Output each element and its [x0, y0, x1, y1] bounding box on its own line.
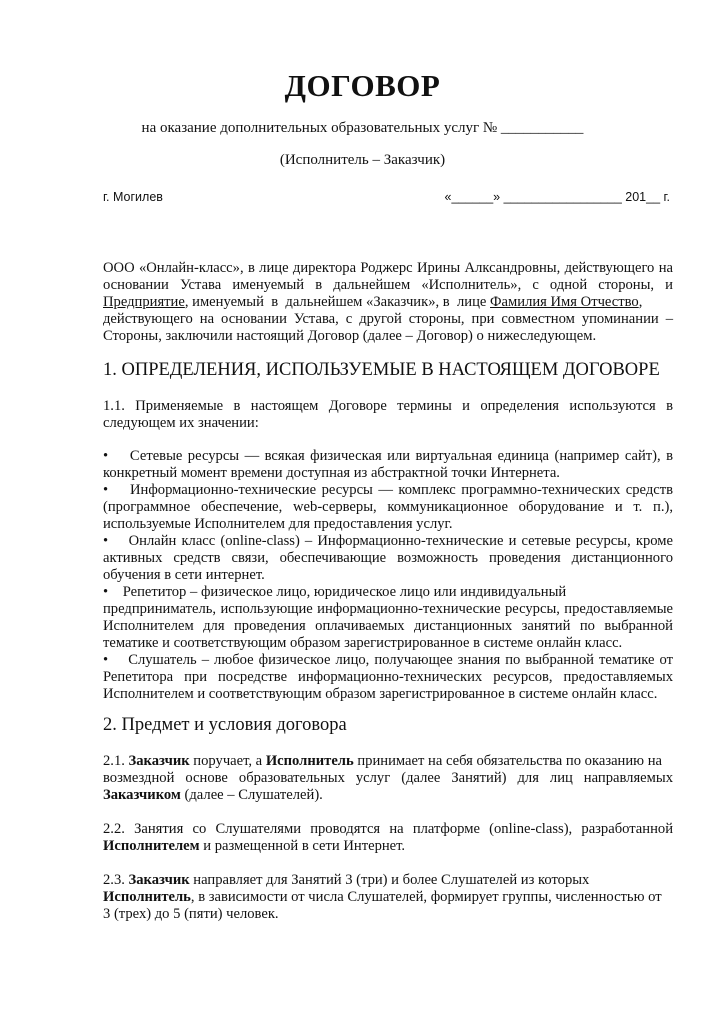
date-placeholder: «______» _________________ 201__ г. [444, 190, 670, 204]
clause-text: , в зависимости от числа Слушателей, формирует группы, численностью от [190, 889, 662, 905]
document-subtitle: на оказание дополнительных образовательных услуг № ___________ [141, 120, 584, 136]
clause-line: 2.2. Занятия со Слушателями проводятся на платформе (online-class), разработанной [103, 821, 673, 837]
clause-2-2 [103, 821, 673, 855]
clause-number: 2.1. [103, 753, 129, 769]
clause-line [103, 872, 673, 889]
parties-line: (Исполнитель – Заказчик) [279, 152, 446, 168]
definition-line: • Онлайн класс (online-class) – Информационно-технические и сетевые ресурсы, кроме [103, 533, 673, 549]
city-label: г. Могилев [103, 190, 163, 204]
clause-line: следующем их значении: [103, 415, 259, 431]
intro-line [103, 294, 673, 311]
definition-line: Репетитора при посредстве информационно-технических ресурсов, предоставляемых [103, 669, 673, 685]
contractor-term: Исполнитель [265, 753, 354, 769]
customer-term: Заказчик [128, 753, 190, 769]
contractor-term: Исполнителем [103, 838, 200, 854]
definition-line: обучения в сети интернет. [103, 567, 265, 583]
definition-line: • Репетитор – физическое лицо, юридическое лицо или индивидуальный [103, 584, 567, 600]
clause-line: возмездной основе образовательных услуг (далее Занятий) для лиц направляемых [103, 770, 673, 786]
clause-2-3 [103, 872, 673, 923]
definition-line: • Сетевые ресурсы — всякая физическая или виртуальная единица (например сайт), в [103, 448, 673, 464]
definition-line: Исполнителем для проведения оплачиваемых дистанционных занятий по выбранной [103, 618, 673, 634]
clause-text: направляет для Занятий 3 (три) и более Слушателей из которых [189, 872, 590, 888]
clause-text: принимает на себя обязательства по оказанию на [353, 753, 663, 769]
intro-line: ООО «Онлайн-класс», в лице директора Роджерс Ирины Алксандровны, действующего на [103, 260, 673, 276]
customer-representative-placeholder: Фамилия Имя Отчество [490, 294, 639, 310]
clause-line: 1.1. Применяемые в настоящем Договоре термины и определения используются в [103, 398, 673, 414]
clause-text: и размещенной в сети Интернет. [199, 838, 406, 854]
section-2-heading: 2. Предмет и условия договора [103, 715, 347, 735]
definition-line: конкретный момент времени доступная из абстрактной точки Интернета. [103, 465, 560, 481]
definition-line: активных средств связи, обеспечивающие возможность проведения дистанционного [103, 550, 673, 566]
document-title: ДОГОВОР [284, 68, 441, 103]
definition-line: • Информационно-технические ресурсы — комплекс программно-технических средств [103, 482, 673, 498]
contractor-term: Исполнитель [103, 889, 191, 905]
clause-2-1 [103, 753, 673, 804]
clause-text: (далее – Слушателей). [180, 787, 323, 803]
definition-line: предприниматель, использующие информационно-технические ресурсы, предоставляемые [103, 601, 673, 617]
customer-term: Заказчиком [103, 787, 181, 803]
clause-text: поручает, а [189, 753, 266, 769]
intro-line: Стороны, заключили настоящий Договор (далее – Договор) о нижеследующем. [103, 328, 597, 344]
clause-line [103, 889, 673, 906]
intro-line: действующего на основании Устава, с другой стороны, при совместном упоминании – [103, 311, 673, 327]
intro-text: , [638, 294, 643, 310]
definition-line: тематике и соответствующим образом зарегистрированное в системе онлайн класс. [103, 635, 623, 651]
definitions-list [103, 448, 673, 703]
definition-line: используемые Исполнителем для предоставления услуг. [103, 516, 453, 532]
clause-line [103, 838, 673, 855]
definition-line: (программное обеспечение, web-серверы, коммуникационное оборудование и т. п.), [103, 499, 673, 515]
intro-line: основании Устава именуемый в дальнейшем «Исполнитель», с одной стороны, и [103, 277, 673, 293]
clause-line [103, 753, 673, 770]
customer-company-placeholder: Предприятие [103, 294, 185, 310]
definition-line: • Слушатель – любое физическое лицо, получающее знания по выбранной тематике от [103, 652, 673, 668]
intro-text: , именуемый в дальнейшем «Заказчик», в лице [184, 294, 491, 310]
definition-line: Исполнителем и соответствующим образом зарегистрированное в системе онлайн класс. [103, 686, 658, 702]
clause-1-1 [103, 398, 673, 432]
section-1-heading: 1. ОПРЕДЕЛЕНИЯ, ИСПОЛЬЗУЕМЫЕ В НАСТОЯЩЕМ ДОГОВОРЕ [103, 360, 660, 380]
customer-term: Заказчик [128, 872, 190, 888]
clause-line: 3 (трех) до 5 (пяти) человек. [103, 906, 279, 922]
intro-paragraph [103, 260, 673, 345]
clause-number: 2.3. [103, 872, 129, 888]
clause-line [103, 787, 673, 804]
